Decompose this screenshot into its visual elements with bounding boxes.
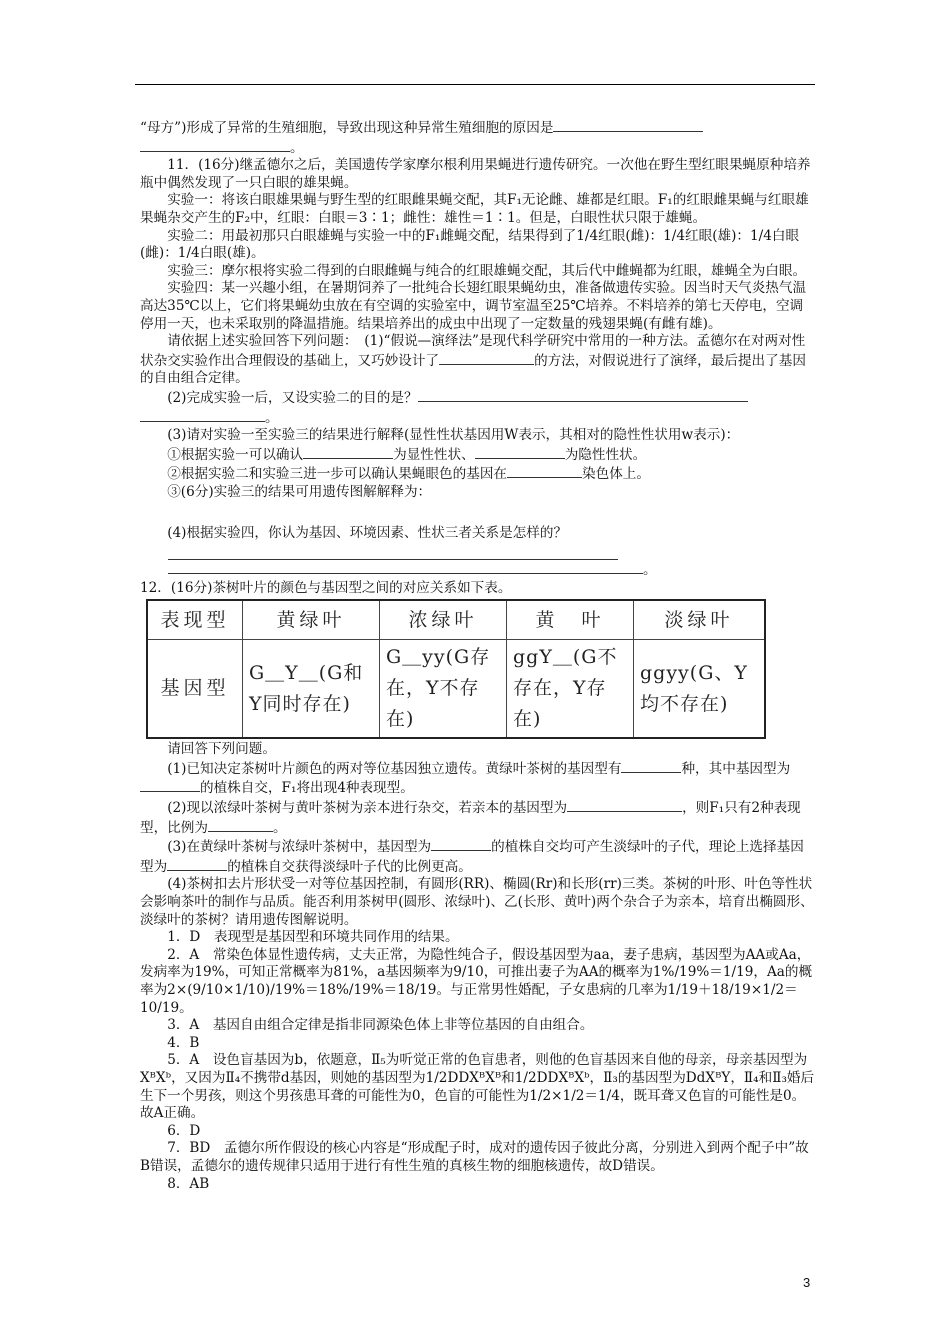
answer-blank [439, 351, 534, 365]
text-line: “母方”)形成了异常的生殖细胞，导致出现这种异常生殖细胞的原因是 [140, 118, 815, 138]
answer-blank [567, 798, 682, 812]
experiment-1: 实验一：将该白眼雄果蝇与野生型的红眼雌果蝇交配，其F₁无论雌、雄都是红眼。F₁的红眼雌果蝇与红眼雄果蝇杂交产生的F₂中，红眼：白眼＝3∶1；雌性：雄性＝1∶1。但是，白眼性状只限于雄蝇。 [140, 192, 809, 226]
text-line: 。 [140, 560, 815, 580]
experiment-2: 实验二：用最初那只白眼雄蝇与实验一中的F₁雌蝇交配，结果得到了1/4红眼(雌)：1/4红眼(雄)：1/4白眼(雌)：1/4白眼(雄)。 [140, 227, 800, 262]
experiment-3: 实验三：摩尔根将实验二得到的白眼雌蝇与纯合的红眼雄蝇交配，其后代中雌蝇都为红眼，雄蝇全为白眼。 [167, 262, 807, 279]
answer-blank [168, 547, 618, 560]
document-body [140, 118, 815, 1193]
table-cell: ggyy(G、Y均不存在) [634, 640, 766, 739]
answer-blank [418, 388, 748, 402]
answer-5: 5．A 设色盲基因为b，依题意，Ⅱ₅为听觉正常的色盲患者，则他的色盲基因来自他的母亲，母亲基因型为XᴮXᵇ，又因为Ⅱ₄不携带d基因，则她的基因型为1/2DDXᴮXᴮ和1/2DDXᴮXᵇ，Ⅱ₃的基因型为DdXᴮY，Ⅱ₄和Ⅱ₃婚后生下一个男孩，则这个男孩患耳聋的可能性为0，色盲的可能性为1/2×1/2＝1/4，既耳聋又色盲的可能性是0。故A正确。 [140, 1052, 815, 1122]
table-header-cell: 表现型 [147, 600, 243, 640]
question-11-part-3: (3)请对实验一至实验三的结果进行解释(显性性状基因用W表示，其相对的隐性性状用w表示)： [167, 427, 740, 444]
answer-3: 3．A 基因自由组合定律是指非同源染色体上非等位基因的自由组合。 [167, 1017, 594, 1034]
text-line: 。 [140, 138, 815, 158]
question-12-part-3: (3)在黄绿叶茶树与浓绿叶茶树中，基因型为 的植株自交均可产生淡绿叶的子代，理论上选择基因型为 的植株自交获得淡绿叶子代的比例更高。 [140, 839, 804, 875]
answer-8: 8．AB [167, 1175, 210, 1192]
experiment-4: 实验四：某一兴趣小组，在暑期饲养了一批纯合长翅红眼果蝇幼虫，准备做遗传实验。因当时天气炎热气温高达35℃以上，它们将果蝇幼虫放在有空调的实验室中，调节室温至25℃培养。不料培养的第七天停电，空调停用一天，也未采取别的降温措施。结果培养出的成虫中出现了一定数量的残翅果蝇(有雌有雄)。 [140, 280, 807, 332]
answer-blank [475, 445, 565, 459]
table-cell: G＿Y＿(G和Y同时存在) [243, 640, 380, 739]
question-11-part-4: (4)根据实验四，你认为基因、环境因素、性状三者关系是怎样的？ [167, 525, 568, 542]
question-11: 11．(16分)继孟德尔之后，美国遗传学家摩尔根利用果蝇进行遗传研究。一次他在野生型红眼果蝇原种培养瓶中偶然发现了一只白眼的雄果蝇。 [140, 157, 811, 191]
answer-6: 6．D [167, 1122, 201, 1139]
question-11-part-3-3: ③(6分)实验三的结果可用遗传图解解释为： [167, 483, 432, 500]
table-row [147, 640, 765, 739]
table-header-cell: 浓绿叶 [380, 600, 507, 640]
table-cell: ggY＿(G不存在，Y存在) [507, 640, 634, 739]
answer-1: 1．D 表现型是基因型和环境共同作用的结果。 [167, 929, 459, 946]
answer-blank [168, 560, 643, 574]
answer-blank [507, 464, 582, 478]
table-header-row [147, 600, 765, 640]
question-11-part-1: 请依据上述实验回答下列问题： (1)“假说—演绎法”是现代科学研究中常用的一种方法。孟德尔在对两对性状杂交实验作出合理假设的基础上，又巧妙设计了 的方法，对假说进行了演绎，最后提出了基因的自由组合定律。 [140, 333, 806, 387]
answer-7: 7．BD 孟德尔所作假设的核心内容是“形成配子时，成对的遗传因子彼此分离，分别进入到两个配子中”故B错误，孟德尔的遗传规律只适用于进行有性生殖的真核生物的细胞核遗传，故D错误。 [140, 1140, 809, 1174]
question-12-part-4: (4)茶树扣去片形状受一对等位基因控制，有圆形(RR)、椭圆(Rr)和长形(rr)三类。茶树的叶形、叶色等性状会影响茶叶的制作与品质。能否利用茶树甲(圆形、浓绿叶)、乙(长形、黄叶)两个杂合子为亲本，培育出椭圆形、淡绿叶的茶树？请用遗传图解说明。 [140, 876, 814, 928]
table-header-cell: 黄 叶 [507, 600, 634, 640]
question-12-part-2: (2)现以浓绿叶茶树与黄叶茶树为亲本进行杂交，若亲本的基因型为 ，则F₁只有2种表现型，比例为 。 [140, 800, 801, 836]
answer-blank [140, 408, 265, 422]
answer-blank [208, 818, 273, 832]
table-cell: G＿yy(G存在，Y不存在) [380, 640, 507, 739]
answer-2: 2．A 常染色体显性遗传病，丈夫正常，为隐性纯合子，假设基因型为aa，妻子患病，基因型为AA或Aa，发病率为19%，可知正常概率为81%，a基因频率为9/10，可推出妻子为AA的概率为1%/19%＝1/19，Aa的概率为2×(9/10×1/10)/19%＝18%/19%＝18/19。与正常男性婚配，子女患病的几率为1/19＋18/19×1/2＝10/19。 [140, 946, 813, 1016]
table-row-label: 基因型 [147, 640, 243, 739]
answer-blank [303, 445, 393, 459]
question-11-part-3-2: ②根据实验二和实验三进一步可以确认果蝇眼色的基因在 染色体上。 [167, 466, 650, 483]
question-12-part-1: (1)已知决定茶树叶片颜色的两对等位基因独立遗传。黄绿叶茶树的基因型有 种，其中基因型为的植株自交，F₁将出现4种表现型。 [140, 759, 815, 798]
answer-blank [621, 759, 681, 773]
page-number: 3 [803, 1275, 811, 1290]
question-12: 12．(16分)茶树叶片的颜色与基因型之间的对应关系如下表。 [140, 579, 512, 596]
question-11-part-2: (2)完成实验一后，又设实验二的目的是？ [140, 388, 815, 408]
table-header-cell: 黄绿叶 [243, 600, 380, 640]
answer-blank [431, 837, 491, 851]
answer-blank [167, 857, 227, 871]
genotype-table [146, 599, 766, 739]
answer-blank [553, 118, 703, 132]
header-rule [135, 84, 815, 85]
answer-4: 4．B [167, 1034, 200, 1051]
question-11-part-3-1: ①根据实验一可以确认 为显性性状、 为隐性性状。 [167, 446, 647, 463]
text-line: 请回答下列问题。 [167, 741, 276, 758]
text-line: 。 [140, 408, 815, 428]
answer-blank [140, 778, 200, 792]
table-header-cell: 淡绿叶 [634, 600, 766, 640]
answer-blank [140, 138, 290, 152]
